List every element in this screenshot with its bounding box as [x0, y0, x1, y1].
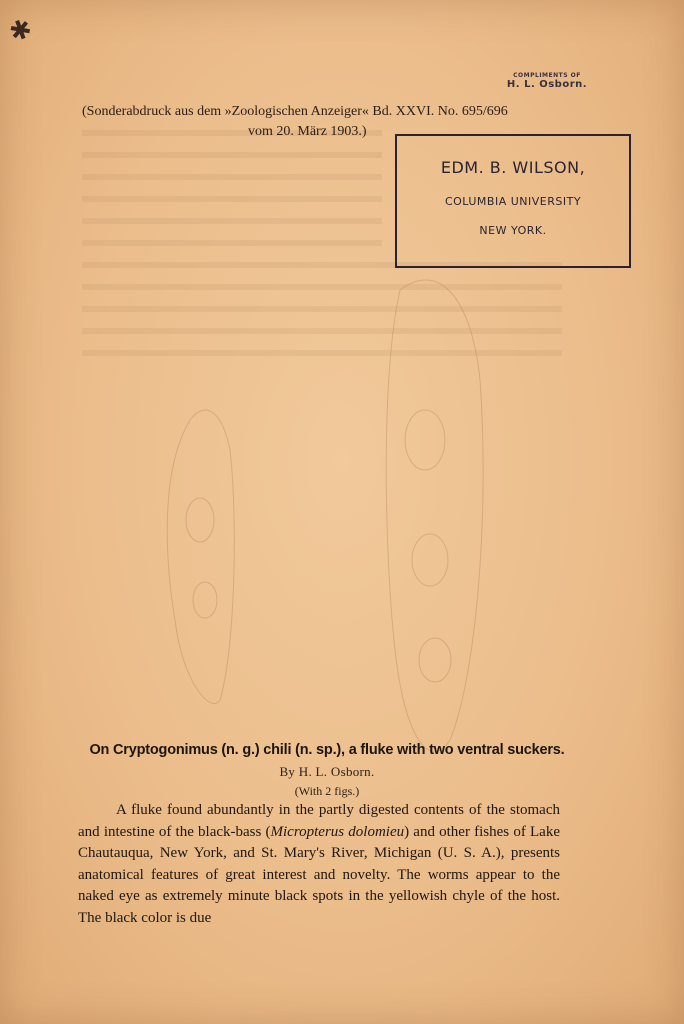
stamp-city: NEW YORK.	[479, 224, 547, 237]
paragraph-1	[78, 800, 560, 929]
article-figure-note: (With 2 figs.)	[294, 784, 360, 798]
stamp-name: EDM. B. WILSON,	[440, 158, 586, 177]
compliments-label: COMPLIMENTS OF	[513, 72, 581, 79]
paragraph-1-part-b: ) and other fishes of Lake Chautauqua, New York, and St. Mary's River, Michigan (U. S. A.), presents anatomical features of great interest and novelty. The worms appear to the naked eye as extremely minute black spots in the yellowish chyle of the host. The black color is due	[78, 823, 560, 926]
paragraph-1-part-a: A fluke found abundantly in the partly digested contents of the stomach and intestine of the black-bass (	[78, 802, 560, 840]
article-author: By H. L. Osborn.	[279, 764, 375, 779]
owner-stamp	[395, 134, 631, 268]
compliments-name: H. L. Osborn.	[506, 79, 588, 90]
species-name: Micropterus dolomieu	[270, 823, 405, 840]
header-line-2: vom 20. März 1903.)	[248, 124, 367, 139]
pencil-corner-mark: ✱	[5, 13, 37, 49]
compliments-stamp	[502, 72, 592, 90]
stamp-university: COLUMBIA UNIVERSITY	[444, 195, 582, 208]
header-line-1: (Sonderabdruck aus dem »Zoologischen Anzeiger« Bd. XXVI. No. 695/696	[82, 104, 508, 119]
article-body	[78, 800, 560, 929]
article-title: On Cryptogonimus (n. g.) chili (n. sp.), a fluke with two ventral suckers.	[89, 742, 565, 758]
